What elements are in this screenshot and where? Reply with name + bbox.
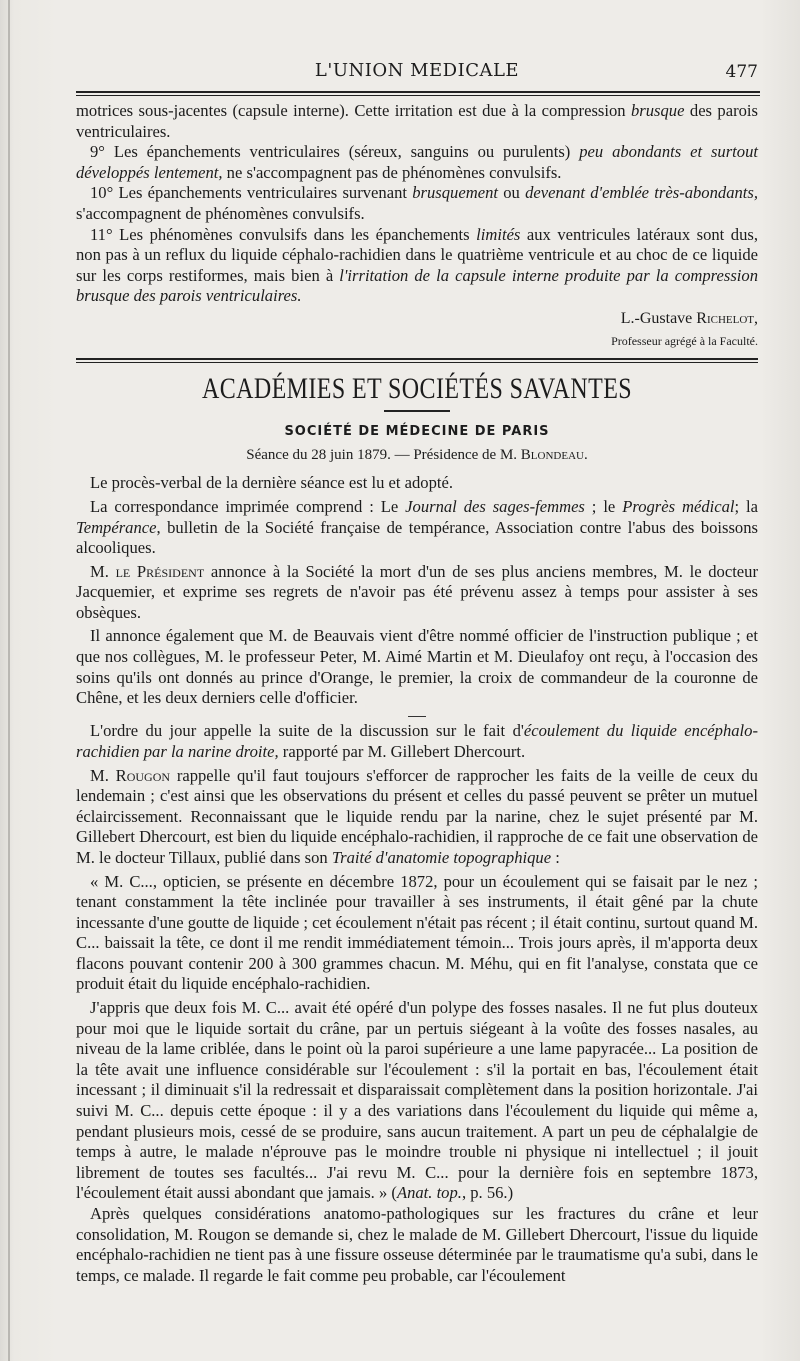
journal-title: L'UNION MEDICALE bbox=[314, 60, 520, 81]
paragraph-considerations: Après quelques considérations anatomo-pathologiques sur les fractures du crâne et leur consolidation, M. Rougon se demande si, chez le malade de M. Gillebert Dhercourt, l'issue du liquide encéphalo-rachidien ne tient pas à une fissure osseuse déterminée par le traumatisme qu'a subi, dans le temps, ce malade. Il regarde le fait comme peu probable, car l'écoulement bbox=[76, 1204, 758, 1285]
paragraph-honors: Il annonce également que M. de Beauvais vient d'être nommé officier de l'instruction publique ; et que nos collègues, M. le professeur Peter, M. Aimé Martin et M. Dieulafoy ont reçu, à l'occasion des soins qu'ils ont donnés au prince d'Orange, le premier, la croix de commandeur de la couronne de Chêne, et les deux derniers celle d'officier. bbox=[76, 626, 758, 708]
paragraph-rougon: M. Rougon rappelle qu'il faut toujours s'efforcer de rapprocher les faits de la veille de ceux du lendemain ; c'est ainsi que les observations du présent et celles du passé peuvent se prêter un mutuel éclaircissement. Reconnaissant que le liquide rendu par la narine, chez le sujet présenté par M. Gillebert Dhercourt, est bien du liquide encéphalo-rachidien, il rapproche de ce fait une observation de M. le docteur Tillaux, publié dans son Traité d'anatomie topographique : bbox=[76, 765, 758, 867]
title-underline bbox=[384, 410, 450, 412]
paragraph-point-11: 11° Les phénomènes convulsifs dans les épanchements limités aux ventricules latéraux sont dus, non pas à un reflux du liquide céphalo-rachidien dans le quatrième ventricule et au choc de ce liquide sur les corps restiformes, mais bien à l'irritation de la capsule interne produite par la compression brusque des parois ventriculaires. bbox=[76, 224, 758, 306]
page-fold-shadow bbox=[8, 0, 10, 1361]
separator-dash bbox=[408, 716, 426, 718]
section-title: ACADÉMIES ET SOCIÉTÉS SAVANTES bbox=[201, 372, 633, 406]
paragraph-point-10: 10° Les épanchements ventriculaires survenant brusquement ou devenant d'emblée très-abondants, s'accompagnent de phénomènes convulsifs. bbox=[76, 183, 759, 223]
author-role: Professeur agrégé à la Faculté. bbox=[611, 333, 758, 348]
author-signature: L.-Gustave Richelot, bbox=[620, 309, 758, 327]
header-rule-thin bbox=[76, 95, 760, 96]
paragraph-quote-continued: J'appris que deux fois M. C... avait été opéré d'un polype des fosses nasales. Il ne fut plus douteux pour moi que le liquide sortait du crâne, par un pertuis siégeant à la voûte des fosses nasales, au niveau de la lame criblée, dans le point où la paroi supérieure a une lame papyracée... La position de la tête avait une influence considérable sur l'écoulement : s'il la portait en bas, l'écoulement était incessant ; il diminuait s'il la redressait et disparaissait complètement dans la position horizontale. J'ai suivi M. C... depuis cette époque : il y a des variations dans l'écoulement du liquide qui même a, pendant plusieurs mois, cessé de se produire, sans aucun traitement. A part un peu de céphalalgie de temps à autre, le malade n'éprouve pas le moindre trouble ni physique ni intellectuel ; il jouit librement de toutes ses facultés... J'ai revu M. C... pour la dernière fois en septembre 1873, l'écoulement était aussi abondant que jamais. » (Anat. top., p. 56.) bbox=[76, 998, 758, 1203]
paragraph-continuation: motrices sous-jacentes (capsule interne). Cette irritation est due à la compression brusque des parois ventriculaires. bbox=[76, 101, 758, 141]
section-rule-thin bbox=[76, 362, 758, 363]
page-number: 477 bbox=[725, 62, 758, 82]
society-title: SOCIÉTÉ DE MÉDECINE DE PARIS bbox=[284, 424, 550, 440]
paragraph-point-9: 9° Les épanchements ventriculaires (séreux, sanguins ou purulents) peu abondants et surtout développés lentement, ne s'accompagnent pas de phénomènes convulsifs. bbox=[76, 142, 758, 182]
paragraph-minutes: Le procès-verbal de la dernière séance est lu et adopté. bbox=[90, 473, 454, 493]
paragraph-quote-observation: « M. C..., opticien, se présente en décembre 1872, pour un écoulement qui se faisait par le nez ; tenant constamment la tête inclinée pour travailler à ses instruments, il était gêné par la chute incessante d'une goutte de liquide ; cet écoulement n'était pas récent ; il était continu, surtout quand M. C... baissait la tête, ce dont il me rendit immédiatement témoin... Trois jours après, il m'apporta deux flacons pouvant contenir 200 à 300 grammes chacun. M. Méhu, qui en fit l'analyse, constata que ce produit était du liquide encéphalo-rachidien. bbox=[76, 871, 758, 994]
running-header bbox=[76, 58, 758, 88]
paragraph-death-notice: M. le Président annonce à la Société la mort d'un de ses plus anciens membres, M. le docteur Jacquemier, et exprime ses regrets de n'avoir pas été prévenu assez à temps pour assister à ses obsèques. bbox=[76, 561, 758, 622]
page-content bbox=[76, 101, 758, 1286]
paragraph-agenda: L'ordre du jour appelle la suite de la discussion sur le fait d'écoulement du liquide encéphalo-rachidien par la narine droite, rapporté par M. Gillebert Dhercourt. bbox=[76, 721, 758, 761]
section-rule bbox=[76, 358, 758, 360]
header-rule bbox=[76, 91, 760, 93]
paragraph-correspondence: La correspondance imprimée comprend : Le Journal des sages-femmes ; le Progrès médical; la Tempérance, bulletin de la Société française de tempérance, Association contre l'abus des boissons alcooliques. bbox=[76, 496, 759, 558]
session-line: Séance du 28 juin 1879. — Présidence de M. Blondeau. bbox=[246, 446, 588, 463]
